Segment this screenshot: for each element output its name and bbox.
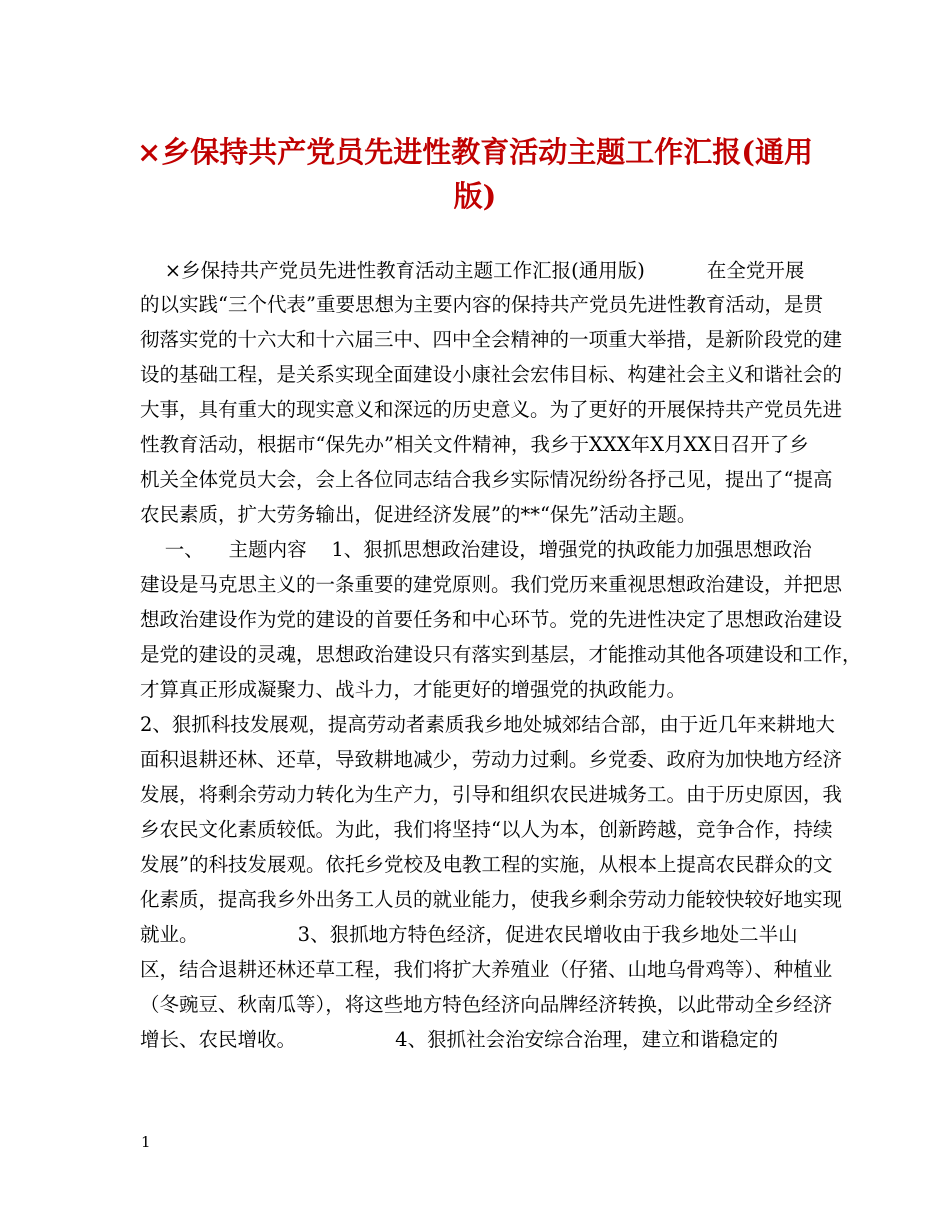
- document-title-line-2: 版): [453, 179, 497, 213]
- body-line-10: 建设是马克思主义的一条重要的建党原则。我们党历来重视思想政治建设，并把思: [140, 573, 843, 596]
- body-line-17: 乡农民文化素质较低。为此，我们将坚持“以人为本，创新跨越，竞争合作，持续: [140, 818, 833, 841]
- body-line-18: 发展”的科技发展观。依托乡党校及电教工程的实施，从根本上提高农民群众的文: [140, 853, 833, 876]
- body-line-20: 就业。 3、狠抓地方特色经济，促进农民增收由于我乡地处二半山: [140, 923, 798, 946]
- body-line-4: 设的基础工程，是关系实现全面建设小康社会宏伟目标、构建社会主义和谐社会的: [140, 363, 843, 386]
- body-line-7: 机关全体党员大会，会上各位同志结合我乡实际情况纷纷各抒己见，提出了“提高: [140, 468, 833, 491]
- body-line-5: 大事，具有重大的现实意义和深远的历史意义。为了更好的开展保持共产党员先进: [140, 398, 843, 421]
- body-line-1: ×乡保持共产党员先进性教育活动主题工作汇报(通用版) 在全党开展: [140, 259, 805, 282]
- body-line-2: 的以实践“三个代表”重要思想为主要内容的保持共产党员先进性教育活动，是贯: [140, 293, 823, 316]
- body-line-21: 区，结合退耕还林还草工程，我们将扩大养殖业（仔猪、山地乌骨鸡等）、种植业: [140, 958, 833, 981]
- body-line-12: 是党的建设的灵魂，思想政治建设只有落实到基层，才能推动其他各项建设和工作，: [140, 643, 862, 666]
- body-line-15: 面积退耕还林、还草，导致耕地减少，劳动力过剩。乡党委、政府为加快地方经济: [140, 748, 843, 771]
- body-line-22: （冬豌豆、秋南瓜等），将这些地方特色经济向品牌经济转换，以此带动全乡经济: [140, 993, 833, 1016]
- body-line-23: 增长、农民增收。 4、狠抓社会治安综合治理，建立和谐稳定的: [140, 1028, 779, 1051]
- body-line-14: 2、狠抓科技发展观，提高劳动者素质我乡地处城郊结合部，由于近几年来耕地大: [140, 713, 835, 736]
- body-line-8: 农民素质，扩大劳务输出，促进经济发展”的**“保先”活动主题。: [140, 503, 697, 526]
- body-line-19: 化素质，提高我乡外出务工人员的就业能力，使我乡剩余劳动力能较快较好地实现: [140, 888, 843, 911]
- document-title-line-1: ×乡保持共产党员先进性教育活动主题工作汇报(通用: [136, 135, 814, 169]
- body-line-9: 一、 主题内容 1、狠抓思想政治建设，增强党的执政能力加强思想政治: [140, 538, 812, 561]
- page-number: 1: [141, 1133, 151, 1151]
- body-line-13: 才算真正形成凝聚力、战斗力，才能更好的增强党的执政能力。: [140, 678, 687, 701]
- body-line-3: 彻落实党的十六大和十六届三中、四中全会精神的一项重大举措，是新阶段党的建: [140, 328, 843, 351]
- body-line-16: 发展，将剩余劳动力转化为生产力，引导和组织农民进城务工。由于历史原因，我: [140, 783, 843, 806]
- body-line-11: 想政治建设作为党的建设的首要任务和中心环节。党的先进性决定了思想政治建设: [140, 608, 843, 631]
- body-line-6: 性教育活动，根据市“保先办”相关文件精神，我乡于XXX年X月XX日召开了乡: [140, 433, 809, 456]
